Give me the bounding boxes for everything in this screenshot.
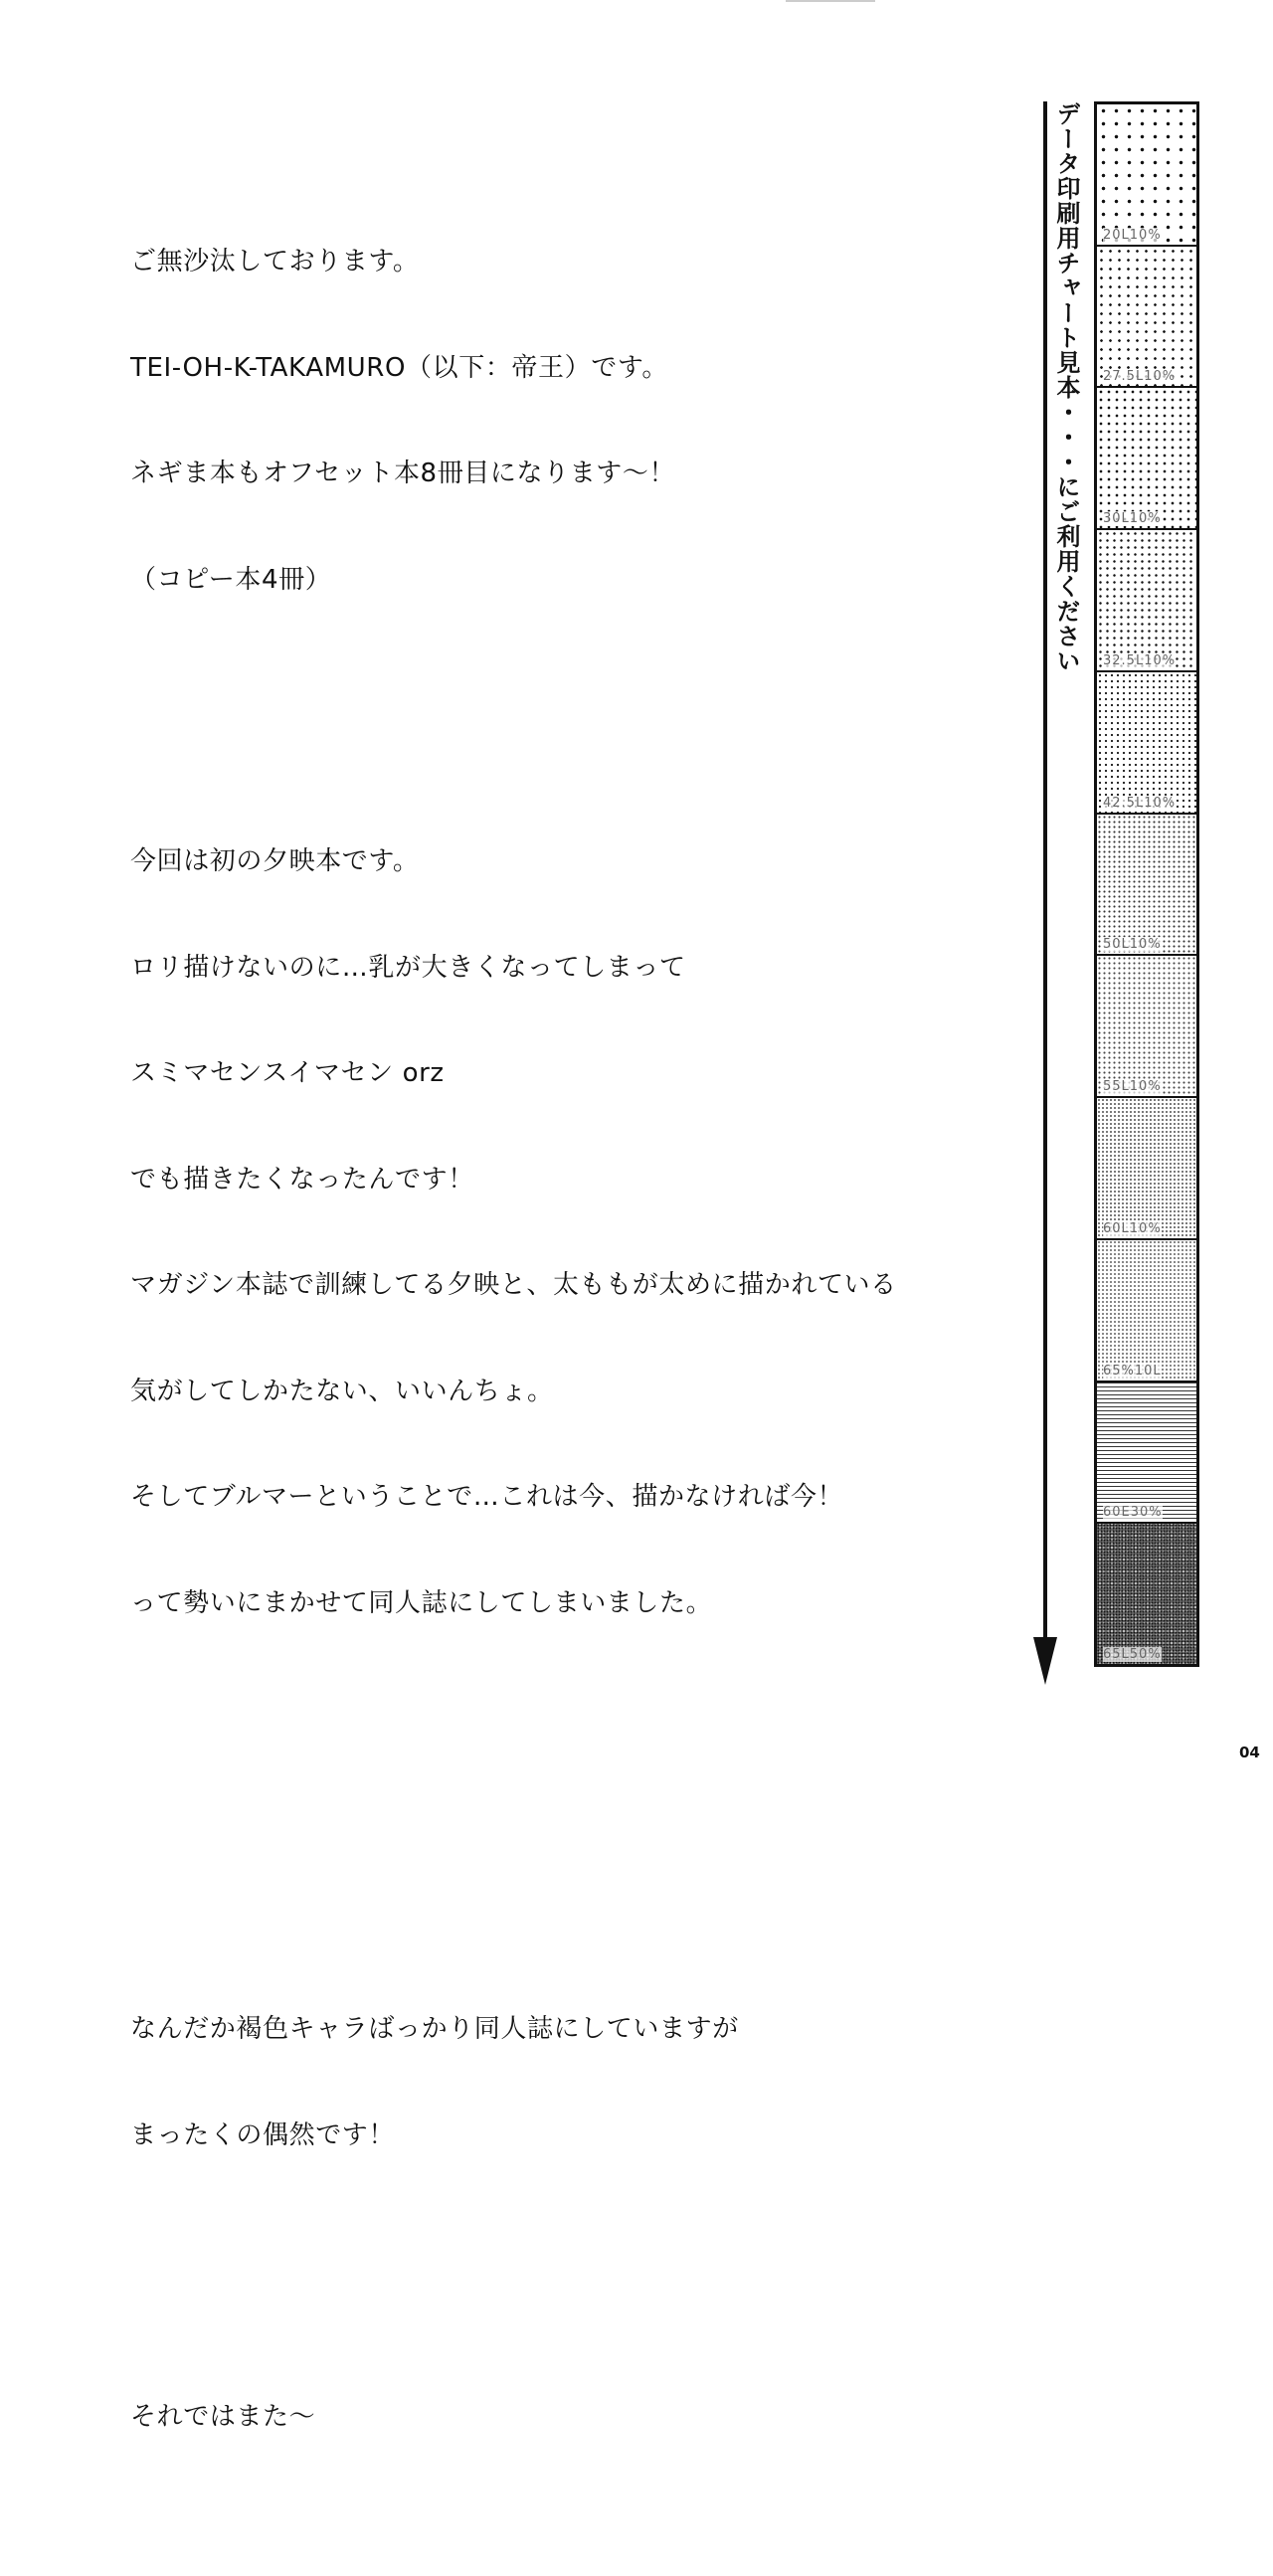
afterword-text xyxy=(130,103,897,2576)
chart-title: データ印刷用チャート見本・・・にご利用ください xyxy=(1052,101,1080,673)
text-line: 気がしてしかたない、いいんちょ。 xyxy=(130,1376,554,1406)
arrow-down-icon xyxy=(1033,1637,1057,1685)
tone-label: 60E30% xyxy=(1103,1505,1163,1521)
tone-sample xyxy=(1097,815,1196,957)
tone-sample xyxy=(1097,104,1196,247)
tone-label: 65L50% xyxy=(1103,1647,1162,1663)
tone-sample xyxy=(1097,956,1196,1098)
tone-sample xyxy=(1097,1098,1196,1240)
tone-sample xyxy=(1097,530,1196,672)
paragraph-3 xyxy=(130,1941,897,2224)
page-number: 04 xyxy=(1239,1744,1260,1761)
tone-label: 65%10L xyxy=(1103,1363,1162,1379)
scan-mark xyxy=(786,0,875,2)
tone-label: 55L10% xyxy=(1103,1079,1162,1095)
tone-label: 27.5L10% xyxy=(1103,369,1177,385)
tone-sample xyxy=(1097,388,1196,530)
tone-label: 20L10% xyxy=(1103,227,1162,243)
tone-sample xyxy=(1097,247,1196,389)
tone-sample xyxy=(1097,1524,1196,1664)
text-line: ロリ描けないのに…乳が大きくなってしまって xyxy=(130,952,686,983)
text-line: 今回は初の夕映本です。 xyxy=(130,846,420,876)
paragraph-4 xyxy=(130,2329,897,2506)
paragraph-2 xyxy=(130,774,897,1692)
tone-label: 32.5L10% xyxy=(1103,652,1177,668)
tone-sample xyxy=(1097,1382,1196,1525)
text-line: って勢いにまかせて同人誌にしてしまいました。 xyxy=(130,1587,713,1618)
text-line: スミマセンスイマセン orz xyxy=(130,1058,445,1088)
paragraph-1 xyxy=(130,174,897,668)
text-line: でも描きたくなったんです！ xyxy=(130,1164,474,1195)
text-line: （コピー本4冊） xyxy=(130,564,332,595)
text-line: まったくの偶然です！ xyxy=(130,2119,396,2150)
tone-chart xyxy=(1094,101,1199,1667)
text-line: マガジン本誌で訓練してる夕映と、太ももが太めに描かれている xyxy=(130,1270,897,1300)
text-line: ネギま本もオフセット本8冊目になります～！ xyxy=(130,459,676,488)
tone-label: 42.5L10% xyxy=(1103,795,1177,811)
arrow-shaft xyxy=(1043,101,1047,1663)
text-line: なんだか褐色キャラばっかり同人誌にしていますが xyxy=(130,2014,739,2044)
tone-label: 60L10% xyxy=(1103,1220,1162,1236)
text-line: それではまた～ xyxy=(130,2402,316,2432)
tone-label: 50L10% xyxy=(1103,937,1162,953)
text-line: ご無沙汰しております。 xyxy=(130,247,420,276)
tone-label: 30L10% xyxy=(1103,511,1162,527)
text-line: そしてブルマーということで…これは今、描かなければ今！ xyxy=(130,1482,844,1512)
tone-sample xyxy=(1097,1240,1196,1382)
tone-sample xyxy=(1097,672,1196,815)
text-line: TEI-OH-K-TAKAMURO（以下：帝王）です。 xyxy=(130,352,668,383)
